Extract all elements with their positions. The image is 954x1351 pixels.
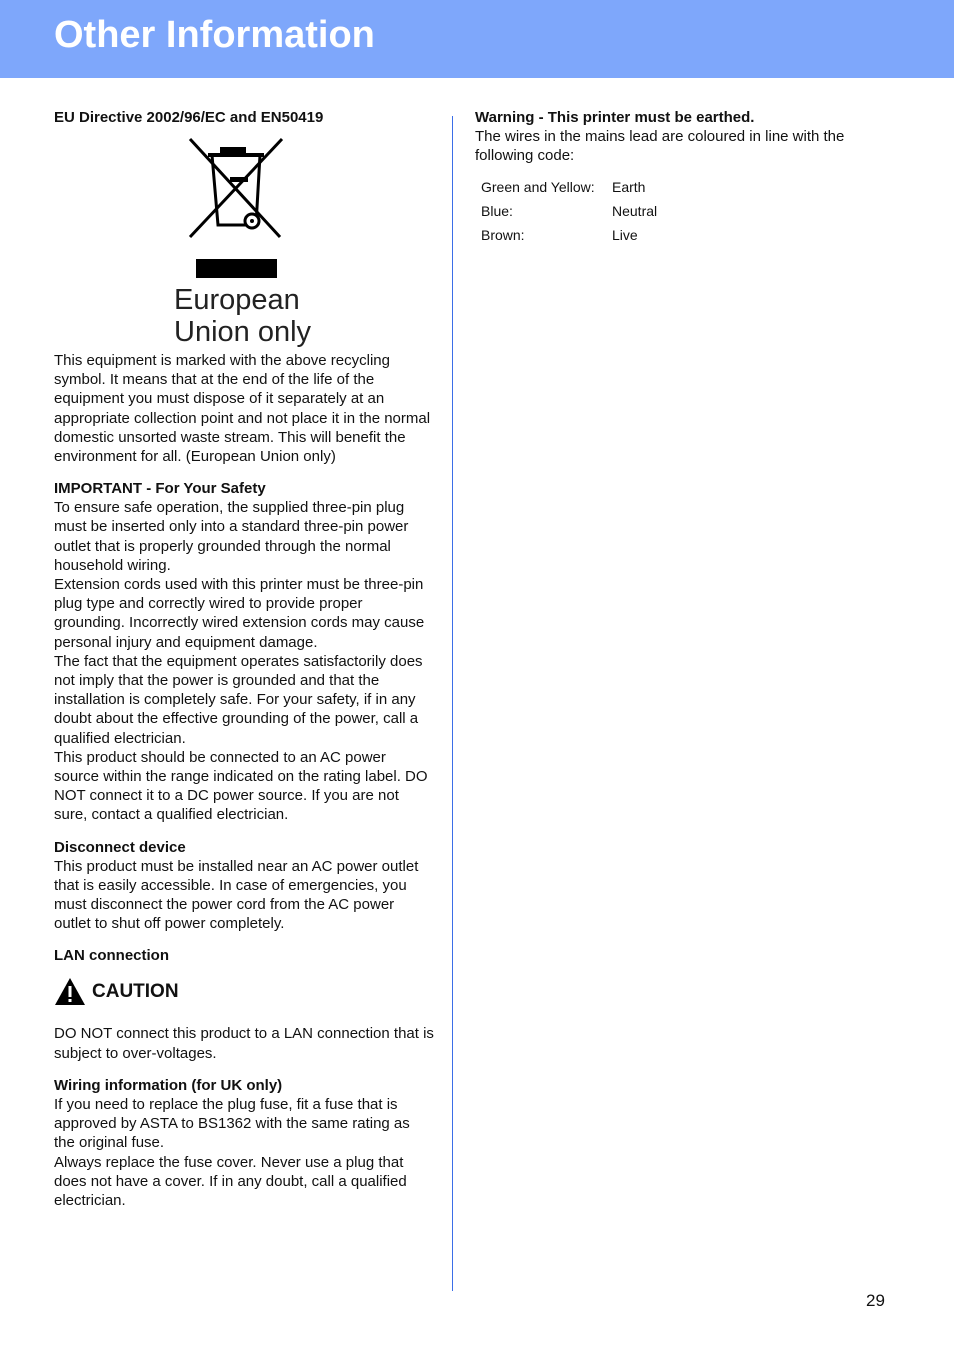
caution-row: [54, 977, 434, 1006]
earthing-warning-heading: Warning - This printer must be earthed.: [475, 109, 755, 126]
eu-label-line1: European: [174, 284, 300, 316]
eu-only-label: [174, 284, 434, 348]
wire-color-cell: Blue:: [481, 203, 513, 220]
eu-marking-bar: [196, 259, 277, 278]
earthing-intro: The wires in the mains lead are coloured in line with the following code:: [475, 128, 845, 165]
disconnect-body: This product must be installed near an AC power outlet that is easily accessible. In case of emergencies, you must disconnect the power cord from the AC power outlet to shut off power completely.: [54, 857, 419, 933]
wiring-paragraph-2: Always replace the fuse cover. Never use a plug that does not have a cover. If in any doubt, call a qualified electrician.: [54, 1153, 407, 1209]
column-divider: [452, 116, 453, 1291]
eu-label-line2: Union only: [174, 316, 312, 348]
table-row: [475, 199, 663, 223]
wire-color-table: [475, 175, 663, 247]
wire-meaning-cell: Live: [612, 227, 638, 244]
disconnect-heading: Disconnect device: [54, 838, 186, 856]
wire-color-cell: Green and Yellow:: [481, 179, 595, 196]
table-row: [475, 223, 663, 247]
wire-meaning-cell: Neutral: [612, 203, 658, 220]
table-row: [475, 175, 663, 199]
warning-triangle-icon: [54, 977, 86, 1006]
page-number: 29: [866, 1291, 885, 1310]
wiring-paragraph-1: If you need to replace the plug fuse, fit a fuse that is approved by ASTA to BS1362 with the same rating as the original fuse.: [54, 1095, 410, 1152]
caution-label: CAUTION: [92, 980, 179, 1002]
safety-paragraph-1: To ensure safe operation, the supplied three-pin plug must be inserted only into a standard three-pin power outlet that is properly grounded through the normal household wiring.: [54, 499, 409, 574]
eu-directive-heading: EU Directive 2002/96/EC and EN50419: [54, 109, 324, 126]
lan-heading: LAN connection: [54, 947, 169, 965]
crossed-out-bin-icon: [184, 135, 288, 243]
page-header: [0, 0, 954, 78]
right-column: [475, 108, 895, 247]
wire-color-cell: Brown:: [481, 227, 525, 244]
eu-directive-body: This equipment is marked with the above recycling symbol. It means that at the end of the life of the equipment you must dispose of it separately at an appropriate collection point and not place it in the normal domestic unsorted waste stream. This will benefit the environment for all. (European Union only): [54, 352, 431, 466]
safety-paragraph-2: Extension cords used with this printer must be three-pin plug type and correctly wired to provide proper grounding. Incorrectly wired extension cords may cause personal injury and equipment damage.: [54, 576, 425, 651]
safety-heading: IMPORTANT - For Your Safety: [54, 480, 266, 498]
wiring-heading: Wiring information (for UK only): [54, 1076, 283, 1094]
safety-paragraph-4: This product should be connected to an AC power source within the range indicated on the rating label. DO NOT connect it to a DC power source. If you are not sure, contact a qualified electrician.: [54, 748, 428, 824]
wire-meaning-cell: Earth: [612, 179, 646, 196]
left-column: [54, 108, 434, 1210]
safety-paragraph-3: The fact that the equipment operates satisfactorily does not imply that the power is grounded and that the installation is completely safe. For your safety, if in any doubt about the effective grounding of the power, call a qualified electrician.: [54, 652, 423, 747]
lan-body: DO NOT connect this product to a LAN connection that is subject to over-voltages.: [54, 1025, 434, 1062]
page-title: Other Information: [54, 14, 375, 56]
